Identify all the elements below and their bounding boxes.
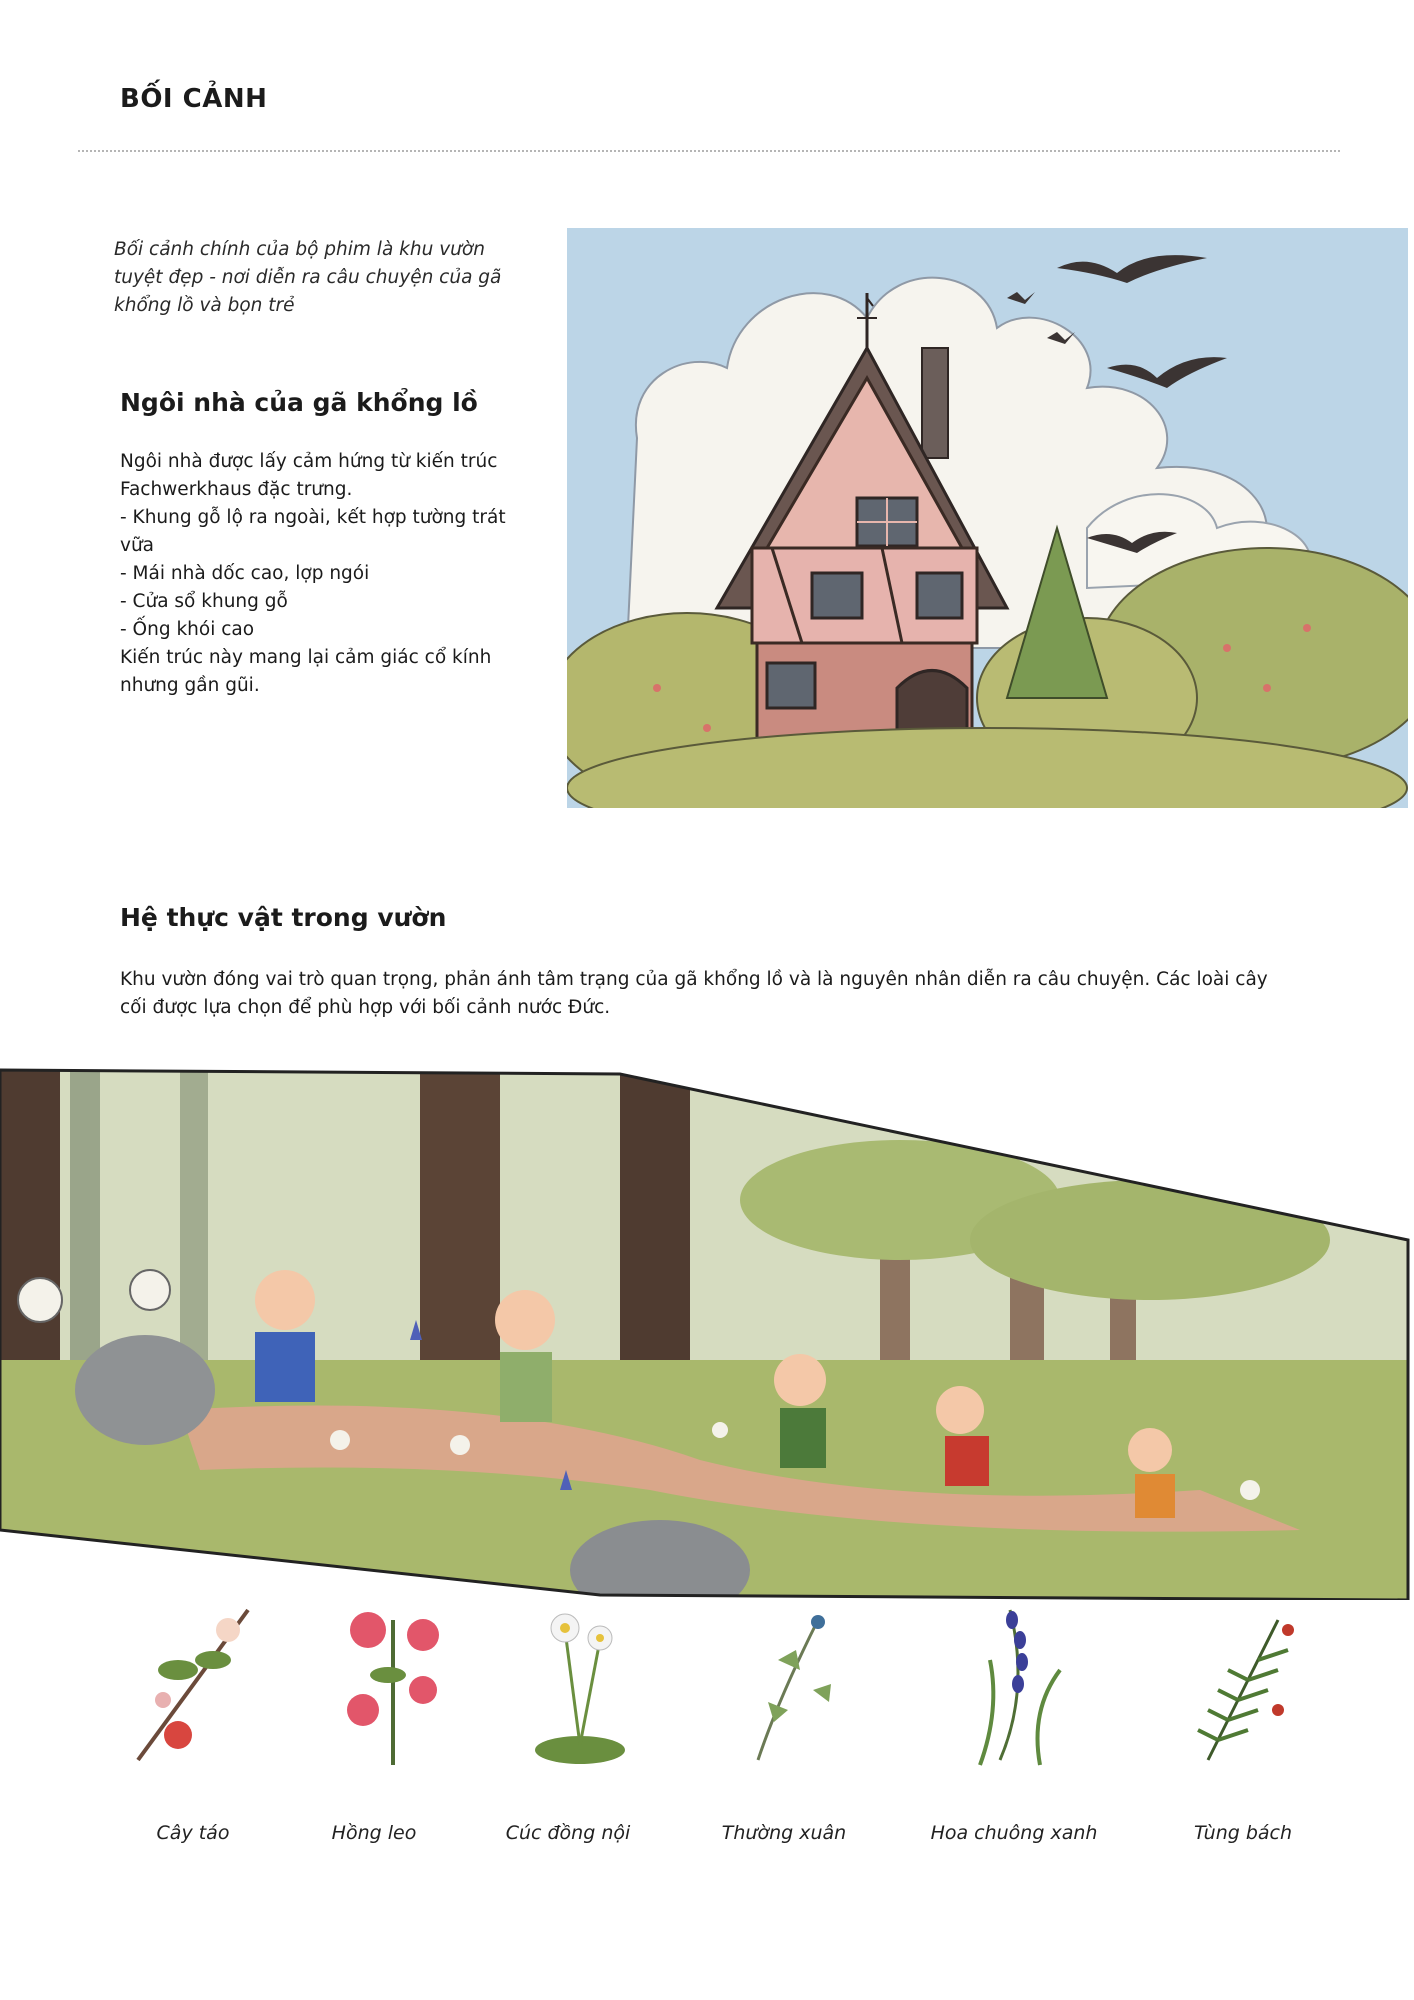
- plant-label-bluebell: Hoa chuông xanh: [930, 1822, 1098, 1844]
- plant-label-yew: Tùng bách: [1193, 1822, 1293, 1844]
- dotted-divider: [78, 150, 1340, 152]
- house-desc-line: - Khung gỗ lộ ra ngoài, kết hợp tường trát vữa: [120, 507, 506, 556]
- house-desc-line: - Mái nhà dốc cao, lợp ngói: [120, 563, 370, 584]
- yew-illustration: [1168, 1600, 1318, 1770]
- house-desc-line: Kiến trúc này mang lại cảm giác cổ kính nhưng gần gũi.: [120, 647, 492, 696]
- house-desc-line: - Ống khói cao: [120, 619, 255, 640]
- intro-text: Bối cảnh chính của bộ phim là khu vườn tuyệt đẹp - nơi diễn ra câu chuyện của gã khổng lồ và bọn trẻ: [114, 239, 502, 316]
- daisy-illustration: [505, 1600, 655, 1770]
- house-desc-line: - Cửa sổ khung gỗ: [120, 591, 288, 612]
- fachwerkhaus-illustration: [567, 228, 1408, 808]
- house-heading: Ngôi nhà của gã khổng lồ: [120, 388, 478, 417]
- plant-label-apple: Cây táo: [156, 1822, 230, 1844]
- bluebell-illustration: [940, 1600, 1090, 1770]
- plant-label-ivy: Thường xuân: [721, 1822, 847, 1844]
- flora-heading: Hệ thực vật trong vườn: [120, 903, 447, 932]
- plant-label-rose: Hồng leo: [331, 1822, 417, 1844]
- house-desc-line: Ngôi nhà được lấy cảm hứng từ kiến trúc Fachwerkhaus đặc trưng.: [120, 451, 498, 500]
- garden-scene-illustration: [0, 1060, 1414, 1600]
- flora-description: Khu vườn đóng vai trò quan trọng, phản ánh tâm trạng của gã khổng lồ và là nguyên nhân diễn ra câu chuyện. Các loài cây cối được lựa chọn để phù hợp với bối cảnh nước Đức.: [120, 969, 1268, 1018]
- house-description: [120, 448, 540, 700]
- ivy-illustration: [718, 1600, 868, 1770]
- climbing-rose-illustration: [318, 1600, 468, 1770]
- plant-label-daisy: Cúc đồng nội: [505, 1822, 631, 1844]
- page-title: BỐI CẢNH: [120, 84, 268, 114]
- apple-branch-illustration: [118, 1600, 268, 1770]
